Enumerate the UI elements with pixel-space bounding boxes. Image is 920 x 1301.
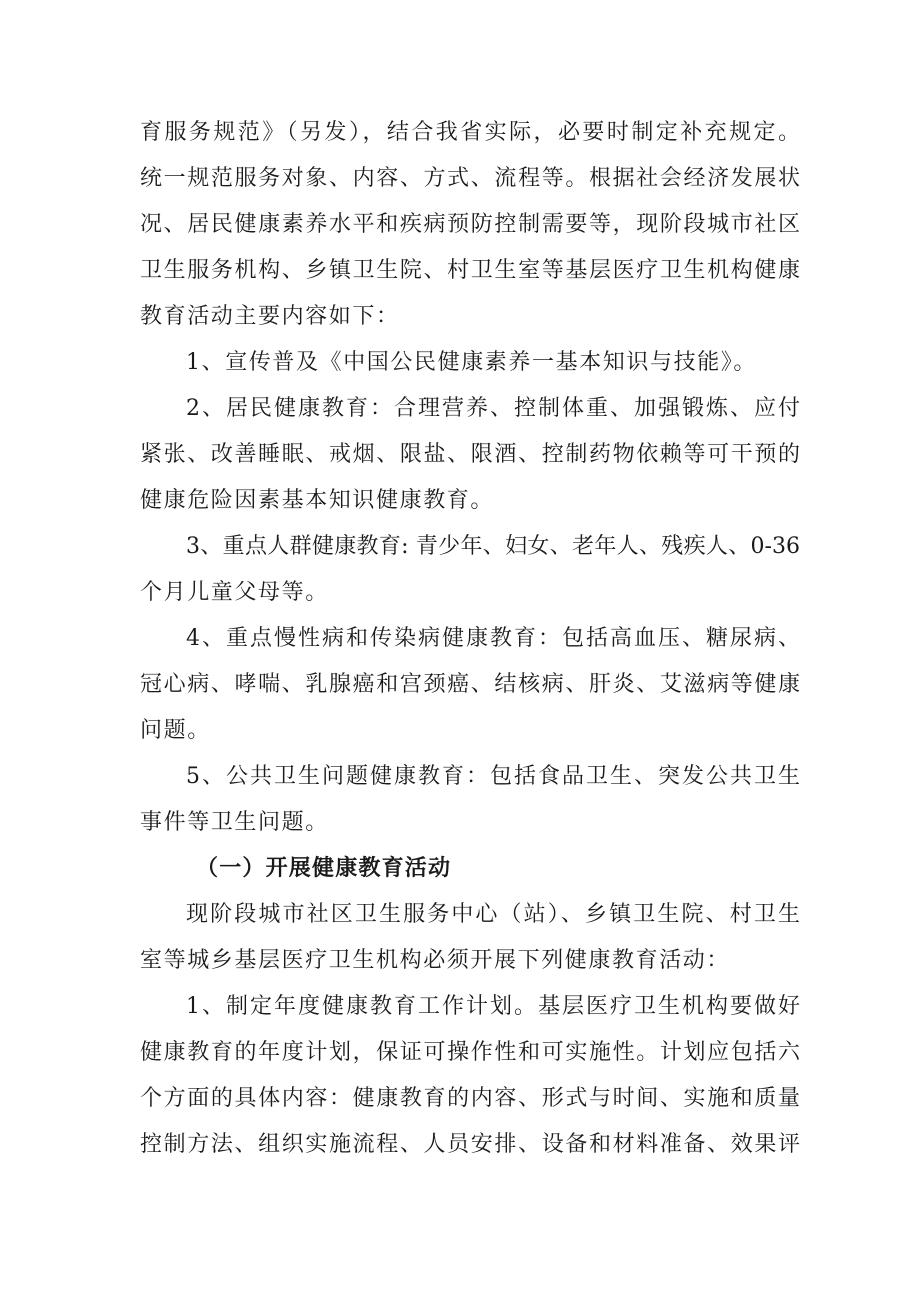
text-line: 健康教育的年度计划，保证可操作性和可实施性。计划应包括六 (140, 1040, 800, 1065)
section-heading: （一）开展健康教育活动 (196, 856, 452, 881)
text-line: 现阶段城市社区卫生服务中心（站）、乡镇卫生院、村卫生 (186, 902, 800, 927)
text-line: 个方面的具体内容：健康教育的内容、形式与时间、实施和质量 (140, 1086, 800, 1111)
list-item: 1、制定年度健康教育工作计划。基层医疗卫生机构要做好 (186, 994, 800, 1019)
text-line: 况、居民健康素养水平和疾病预防控制需要等，现阶段城市社区 (140, 212, 800, 237)
list-item: 4、重点慢性病和传染病健康教育：包括高血压、糖尿病、 (186, 626, 800, 651)
text-line: 问题。 (140, 718, 211, 743)
text-line: 统一规范服务对象、内容、方式、流程等。根据社会经济发展状 (140, 166, 800, 191)
text-line: 教育活动主要内容如下： (140, 304, 400, 329)
list-item: 1、宣传普及《中国公民健康素养一基本知识与技能》。 (186, 350, 757, 375)
text-line: 个月儿童父母等。 (140, 580, 329, 605)
text-line: 事件等卫生问题。 (140, 810, 329, 835)
list-item: 5、公共卫生问题健康教育：包括食品卫生、突发公共卫生 (186, 764, 800, 789)
text-line: 控制方法、组织实施流程、人员安排、设备和材料准备、效果评 (140, 1132, 800, 1157)
text-line: 卫生服务机构、乡镇卫生院、村卫生室等基层医疗卫生机构健康 (140, 258, 800, 283)
text-line: 健康危险因素基本知识健康教育。 (140, 488, 495, 513)
list-item: 2、居民健康教育：合理营养、控制体重、加强锻炼、应付 (186, 396, 800, 421)
list-item: 3、重点人群健康教育: 青少年、妇女、老年人、残疾人、0-36 (186, 534, 800, 559)
text-line: 冠心病、哮喘、乳腺癌和宫颈癌、结核病、肝炎、艾滋病等健康 (140, 672, 800, 697)
text-line: 室等城乡基层医疗卫生机构必须开展下列健康教育活动： (140, 948, 731, 973)
text-line: 紧张、改善睡眠、戒烟、限盐、限酒、控制药物依赖等可干预的 (140, 442, 800, 467)
text-line: 育服务规范》（另发），结合我省实际，必要时制定补充规定。 (140, 120, 800, 145)
